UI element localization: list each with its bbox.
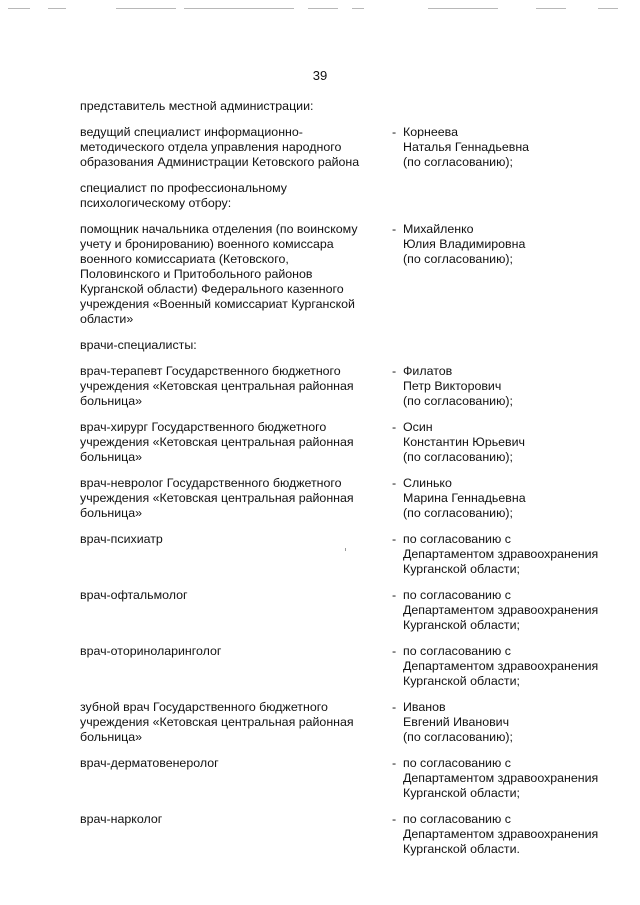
member-row xyxy=(80,588,620,633)
member-name xyxy=(392,364,620,409)
member-name xyxy=(392,700,620,745)
member-name-text: Филатов Петр Викторович (по согласованию); xyxy=(403,364,513,408)
section-heading: специалист по профессиональному психологическому отбору: xyxy=(80,181,287,210)
member-name xyxy=(392,125,620,170)
member-name xyxy=(392,644,620,689)
member-position: врач-нарколог xyxy=(80,812,163,826)
member-name-text: по согласованию с Департаментом здравоохранения Курганской области; xyxy=(403,588,599,632)
member-name-text: Осин Константин Юрьевич (по согласованию); xyxy=(403,420,526,464)
member-row xyxy=(80,644,620,689)
member-name-text: по согласованию с Департаментом здравоохранения Курганской области; xyxy=(403,756,599,800)
member-position: врач-оториноларинголог xyxy=(80,644,222,658)
commission-list xyxy=(80,99,620,868)
member-row xyxy=(80,476,620,521)
scan-artifact-line xyxy=(8,8,628,12)
member-name xyxy=(392,476,620,521)
member-name-text: Михайленко Юлия Владимировна (по согласованию); xyxy=(403,222,526,266)
member-name xyxy=(392,812,620,857)
section-heading: представитель местной администрации: xyxy=(80,99,314,113)
dash-mark: - xyxy=(392,476,397,490)
member-position: ведущий специалист информационно- методического отдела управления народного образования Администрации Кетовского района xyxy=(80,125,360,169)
member-name xyxy=(392,756,620,801)
member-row xyxy=(80,364,620,409)
member-row xyxy=(80,812,620,857)
member-name xyxy=(392,420,620,465)
section-heading: врачи-специалисты: xyxy=(80,338,197,352)
member-name-text: Иванов Евгений Иванович (по согласованию); xyxy=(403,700,513,744)
member-name xyxy=(392,222,620,267)
member-row xyxy=(80,420,620,465)
dash-mark: - xyxy=(392,364,397,378)
page-number: 39 xyxy=(312,68,328,83)
member-position: врач-терапевт Государственного бюджетного учреждения «Кетовская центральная районная больница» xyxy=(80,364,354,408)
dash-mark: - xyxy=(392,644,397,658)
member-name-text: по согласованию с Департаментом здравоохранения Курганской области; xyxy=(403,532,599,576)
member-position: врач-хирург Государственного бюджетного учреждения «Кетовская центральная районная больница» xyxy=(80,420,354,464)
dash-mark: - xyxy=(392,125,397,139)
member-row xyxy=(80,532,620,577)
member-position: врач-дерматовенеролог xyxy=(80,756,219,770)
member-position: врач-невролог Государственного бюджетного учреждения «Кетовская центральная районная больница» xyxy=(80,476,354,520)
member-name xyxy=(392,532,620,577)
member-position: помощник начальника отделения (по воинскому учету и бронированию) военного комиссара военного комиссариата (Кетовского, Половинского и Притобольного районов Курганской области) Федерального казенного учреждения «Военный комиссариат Курганской области» xyxy=(80,222,358,326)
dash-mark: - xyxy=(392,588,397,602)
dash-mark: - xyxy=(392,420,397,434)
dash-mark: - xyxy=(392,812,397,826)
member-name xyxy=(392,588,620,633)
scan-speck xyxy=(345,548,346,551)
member-row xyxy=(80,222,620,327)
dash-mark: - xyxy=(392,756,397,770)
dash-mark: - xyxy=(392,222,397,236)
member-name-text: по согласованию с Департаментом здравоохранения Курганской области. xyxy=(403,812,599,856)
member-row xyxy=(80,756,620,801)
member-row xyxy=(80,125,620,170)
member-position: врач-офтальмолог xyxy=(80,588,188,602)
member-name-text: Корнеева Наталья Геннадьевна (по согласованию); xyxy=(403,125,530,169)
dash-mark: - xyxy=(392,700,397,714)
member-name-text: по согласованию с Департаментом здравоохранения Курганской области; xyxy=(403,644,599,688)
member-row xyxy=(80,700,620,745)
member-position: врач-психиатр xyxy=(80,532,163,546)
dash-mark: - xyxy=(392,532,397,546)
member-name-text: Слинько Марина Геннадьевна (по согласованию); xyxy=(403,476,526,520)
member-position: зубной врач Государственного бюджетного учреждения «Кетовская центральная районная больница» xyxy=(80,700,354,744)
